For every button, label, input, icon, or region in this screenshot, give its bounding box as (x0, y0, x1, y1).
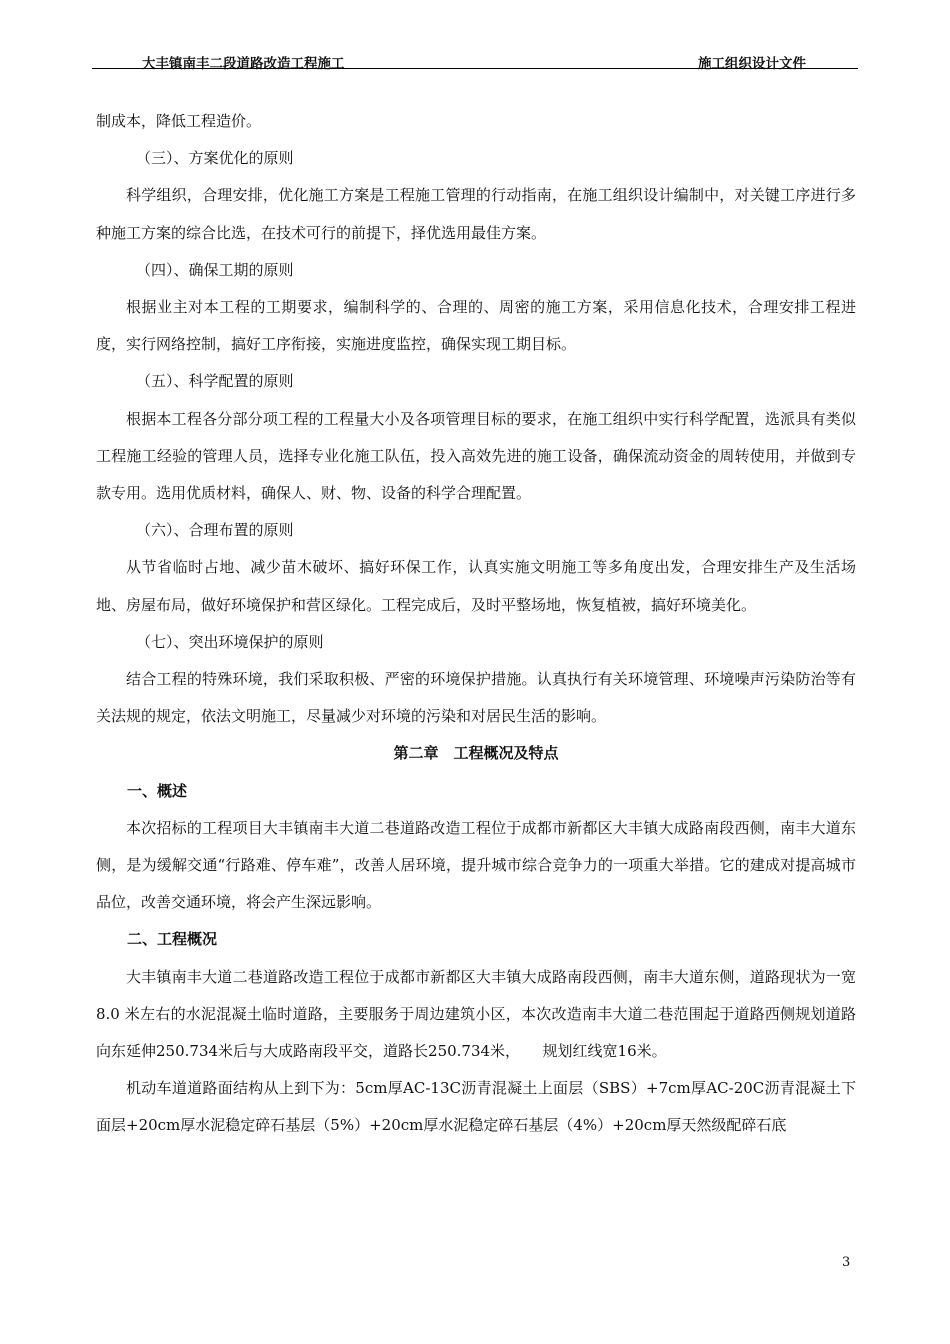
subheading-schedule-guarantee: （四）、确保工期的原则 (136, 260, 294, 279)
subheading-scheme-optimization: （三）、方案优化的原则 (136, 149, 294, 168)
paragraph-continued: 制成本，降低工程造价。 (96, 112, 262, 130)
paragraph-pavement-structure: 机动车道道路面结构从上到下为：5cm厚AC-13C沥青混凝土上面层（SBS）+7cm厚AC-20C沥青混凝土下面层+20cm厚水泥稳定碎石基层（5%）+20cm厚水泥稳定碎石基层（4%）+20cm厚天然级配碎石底 (96, 1079, 856, 1135)
header-document-type: 施工组织设计文件 (698, 56, 806, 72)
paragraph-reasonable-layout: 从节省临时占地、减少苗木破坏、搞好环保工作，认真实施文明施工等多角度出发，合理安排生产及生活场地、房屋布局，做好环境保护和营区绿化。工程完成后，及时平整场地，恢复植被，搞好环境美化。 (96, 558, 856, 614)
subheading-scientific-allocation: （五）、科学配置的原则 (136, 372, 294, 391)
paragraph-overview: 本次招标的工程项目大丰镇南丰大道二巷道路改造工程位于成都市新都区大丰镇大成路南段西侧，南丰大道东侧，是为缓解交通“行路难、停车难”，改善人居环境，提升城市综合竞争力的一项重大举措。它的建成对提高城市品位，改善交通环境，将会产生深远影响。 (96, 818, 856, 912)
section-heading-project-summary: 二、工程概况 (127, 930, 218, 949)
page-header (92, 50, 858, 70)
section-heading-overview: 一、概述 (127, 781, 188, 800)
subheading-reasonable-layout: （六）、合理布置的原则 (136, 521, 294, 540)
header-project-title: 大丰镇南丰二段道路改造工程施工 (142, 56, 345, 72)
paragraph-environmental-protection: 结合工程的特殊环境，我们采取积极、严密的环境保护措施。认真执行有关环境管理、环境噪声污染防治等有关法规的规定，依法文明施工，尽量减少对环境的污染和对居民生活的影响。 (96, 670, 856, 726)
paragraph-project-summary: 大丰镇南丰大道二巷道路改造工程位于成都市新都区大丰镇大成路南段西侧，南丰大道东侧，道路现状为一宽 8.0 米左右的水泥混凝土临时道路，主要服务于周边建筑小区，本次改造南丰大道二巷范围起于道路西侧规划道路向东延伸250.734米后与大成路南段平交，道路长250.734米， 规划红线宽16米。 (96, 967, 856, 1061)
subheading-environmental-protection: （七）、突出环境保护的原则 (136, 632, 324, 651)
document-body (96, 103, 856, 1145)
paragraph-scheme-optimization: 科学组织，合理安排，优化施工方案是工程施工管理的行动指南，在施工组织设计编制中，对关键工序进行多种施工方案的综合比选，在技术可行的前提下，择优选用最佳方案。 (96, 186, 856, 242)
paragraph-schedule-guarantee: 根据业主对本工程的工期要求，编制科学的、合理的、周密的施工方案，采用信息化技术，合理安排工程进度，实行网络控制，搞好工序衔接，实施进度监控，确保实现工期目标。 (96, 298, 856, 354)
chapter-title: 第二章 工程概况及特点 (393, 744, 559, 763)
paragraph-scientific-allocation: 根据本工程各分部分项工程的工程量大小及各项管理目标的要求，在施工组织中实行科学配置，选派具有类似工程施工经验的管理人员，选择专业化施工队伍，投入高效先进的施工设备，确保流动资金的周转使用，并做到专款专用。选用优质材料，确保人、财、物、设备的科学合理配置。 (96, 409, 856, 503)
header-divider (92, 68, 858, 69)
page-number: 3 (842, 1255, 851, 1270)
